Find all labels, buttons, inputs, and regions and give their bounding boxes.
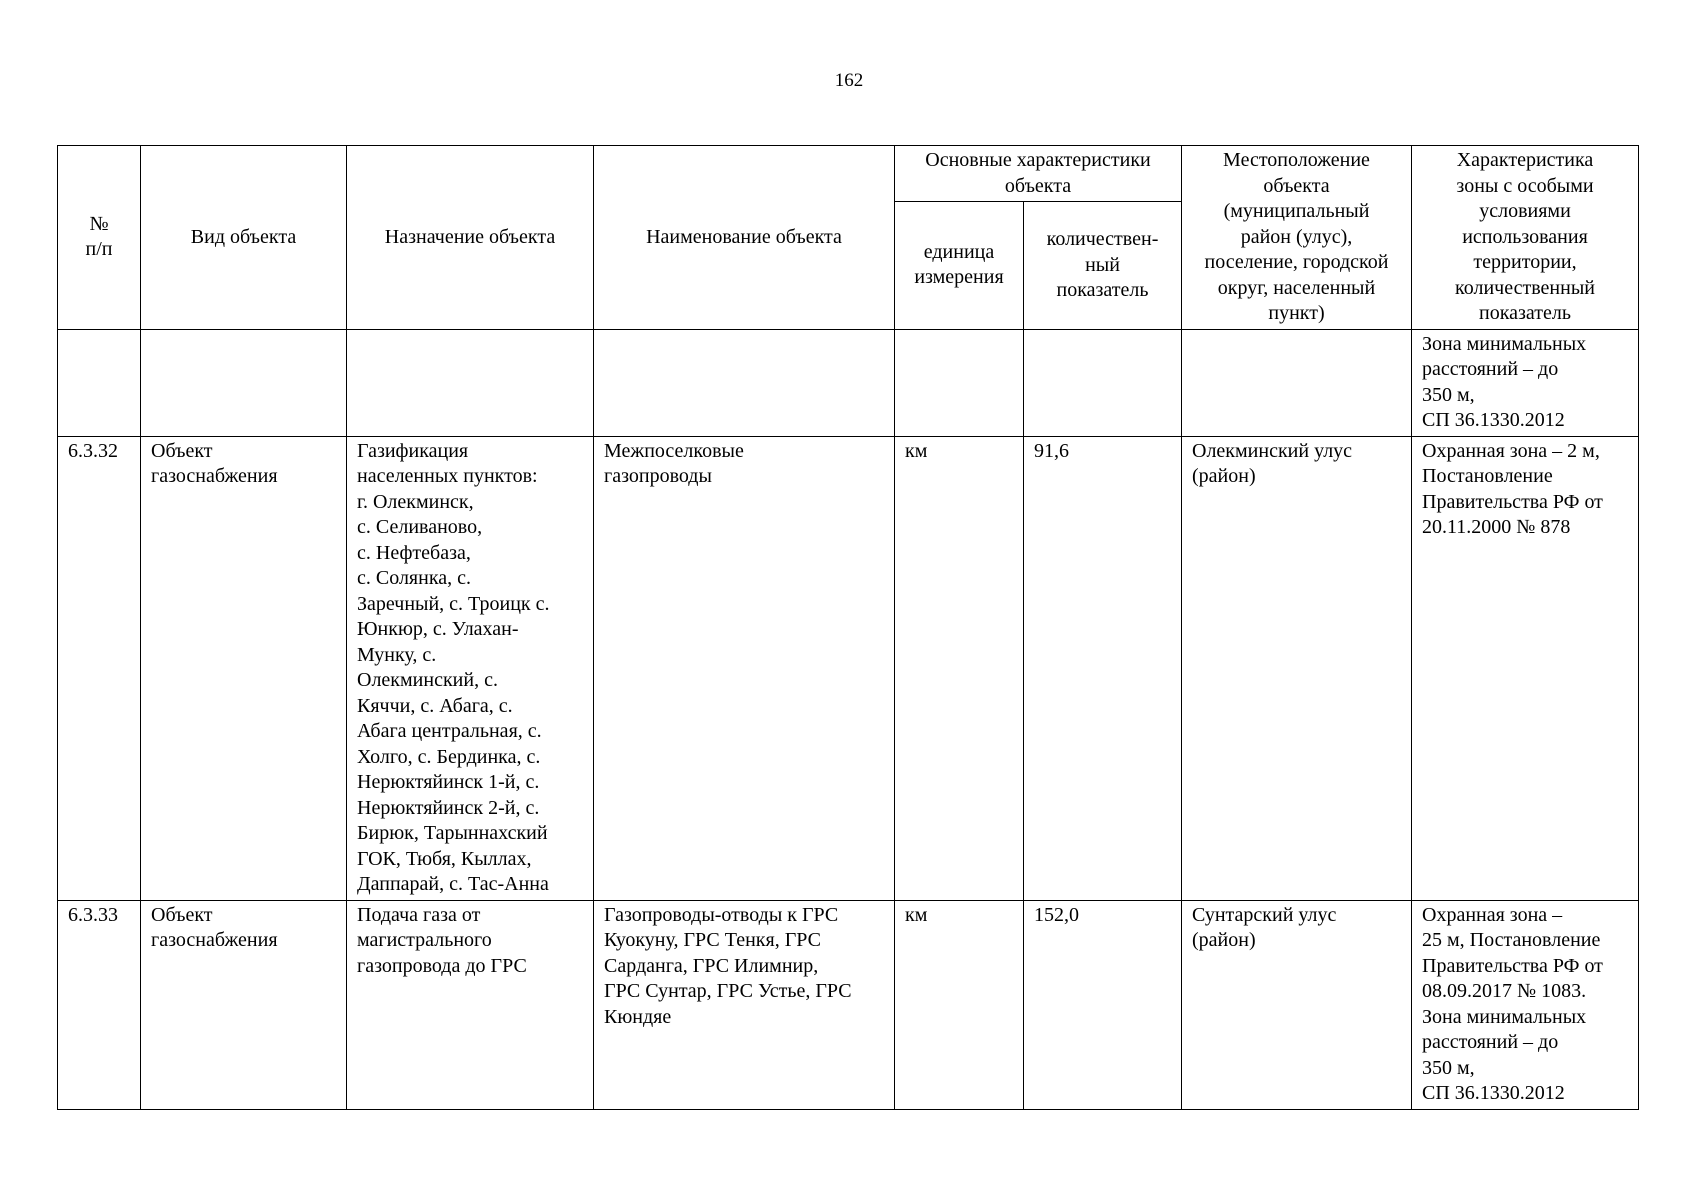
header-row-1 xyxy=(58,146,1639,202)
table-row xyxy=(58,900,1639,1109)
cell-line: Юнкюр, с. Улахан- xyxy=(357,618,519,640)
cell-num xyxy=(58,436,141,900)
header-line: единица xyxy=(923,240,995,263)
cell-line: Постановление xyxy=(1422,465,1553,487)
cell-line: населенных пунктов: xyxy=(357,465,538,487)
cell-num xyxy=(58,329,141,436)
cell-location xyxy=(1182,436,1412,900)
header-line: округ, населенный xyxy=(1217,276,1376,299)
cell-zone xyxy=(1412,329,1639,436)
page-number: 162 xyxy=(834,70,864,91)
header-line: территории, xyxy=(1473,251,1577,273)
cell-location xyxy=(1182,900,1412,1109)
cell-line: ГРС Сунтар, ГРС Устье, ГРС xyxy=(604,980,852,1002)
cell-line: Правительства РФ от xyxy=(1422,490,1603,513)
cell-line: Заречный, с. Троицк с. xyxy=(357,592,550,615)
header-line: п/п xyxy=(85,238,113,261)
header-purpose: Назначение объекта xyxy=(347,146,594,330)
cell-zone xyxy=(1412,900,1639,1109)
cell-purpose xyxy=(347,329,594,436)
cell-line: газопроводы xyxy=(604,465,712,487)
cell-line: 350 м, xyxy=(1422,1056,1475,1079)
header-line: поселение, городской xyxy=(1204,251,1389,273)
cell-line: Сунтарский улус xyxy=(1192,903,1337,926)
cell-line: 08.09.2017 № 1083. xyxy=(1422,980,1587,1002)
cell-line: Зона минимальных xyxy=(1422,1005,1587,1028)
cell-name xyxy=(594,436,895,900)
cell-line: Правительства РФ от xyxy=(1422,954,1603,977)
objects-table xyxy=(57,145,1639,1110)
cell-line: Охранная зона – xyxy=(1422,903,1563,926)
cell-line: Газопроводы-отводы к ГРС xyxy=(604,903,839,926)
cell-line: СП 36.1330.2012 xyxy=(1422,1082,1565,1104)
cell-line: Куокуну, ГРС Тенкя, ГРС xyxy=(604,929,821,951)
header-line: Характеристика xyxy=(1456,149,1594,171)
cell-line: Кяччи, с. Абага, с. xyxy=(357,694,513,717)
cell-line: 25 м, Постановление xyxy=(1422,929,1601,951)
header-line: Основные характеристики xyxy=(925,149,1151,172)
table-body xyxy=(58,329,1639,1109)
header-line: № xyxy=(89,212,109,235)
cell-line: Олекминский улус xyxy=(1192,439,1353,462)
cell-line: газопровода до ГРС xyxy=(357,954,527,977)
cell-line: 20.11.2000 № 878 xyxy=(1422,516,1571,538)
cell-unit xyxy=(895,900,1024,1109)
cell-quantity xyxy=(1024,436,1182,900)
header-line: объекта xyxy=(1263,174,1330,197)
header-line: объекта xyxy=(1004,174,1072,197)
cell-line: СП 36.1330.2012 xyxy=(1422,409,1565,431)
header-location xyxy=(1182,146,1412,330)
cell-line: км xyxy=(905,439,928,462)
cell-unit xyxy=(895,329,1024,436)
cell-line: с. Солянка, с. xyxy=(357,567,472,589)
cell-line: магистрального xyxy=(357,929,492,951)
cell-quantity xyxy=(1024,900,1182,1109)
header-line: использования xyxy=(1462,225,1588,248)
cell-num xyxy=(58,900,141,1109)
cell-line: газоснабжения xyxy=(151,465,278,487)
cell-line: 91,6 xyxy=(1034,439,1069,462)
header-main-characteristics xyxy=(895,146,1182,202)
cell-line: Зона минимальных xyxy=(1422,332,1587,355)
cell-line: Абага центральная, с. xyxy=(357,720,542,742)
cell-line: расстояний – до xyxy=(1422,358,1559,380)
cell-line: Мунку, с. xyxy=(357,643,437,666)
cell-line: Олекминский, с. xyxy=(357,669,498,691)
cell-name xyxy=(594,329,895,436)
cell-line: г. Олекминск, xyxy=(357,490,474,513)
cell-line: Объект xyxy=(151,439,213,462)
cell-line: Объект xyxy=(151,903,213,926)
cell-line: Подача газа от xyxy=(357,903,481,926)
cell-line: газоснабжения xyxy=(151,929,278,951)
header-line: Местоположение xyxy=(1223,149,1370,171)
cell-line: ГОК, Тюбя, Кыллах, xyxy=(357,847,532,870)
cell-line: расстояний – до xyxy=(1422,1031,1559,1053)
header-zone xyxy=(1412,146,1639,330)
header-line: (муниципальный xyxy=(1223,200,1370,222)
cell-line: (район) xyxy=(1192,465,1256,487)
header-line: пункт) xyxy=(1268,302,1325,324)
table-row xyxy=(58,329,1639,436)
header-num xyxy=(58,146,141,330)
header-line: показатель xyxy=(1479,302,1571,324)
header-name: Наименование объекта xyxy=(594,146,895,330)
cell-line: 350 м, xyxy=(1422,383,1475,406)
cell-line: 152,0 xyxy=(1034,903,1079,926)
cell-line: 6.3.32 xyxy=(68,439,118,462)
cell-purpose xyxy=(347,900,594,1109)
cell-line: (район) xyxy=(1192,929,1256,951)
header-type: Вид объекта xyxy=(141,146,347,330)
cell-line: с. Селиваново, xyxy=(357,516,483,538)
header-line: количественный xyxy=(1455,276,1595,299)
cell-line: Сарданга, ГРС Илимнир, xyxy=(604,954,819,977)
cell-line: с. Нефтебаза, xyxy=(357,541,471,564)
header-line: ный xyxy=(1085,253,1120,276)
header-line: условиями xyxy=(1479,200,1571,222)
cell-line: км xyxy=(905,903,928,926)
cell-line: Холго, с. Бердинка, с. xyxy=(357,745,541,768)
header-line: зоны с особыми xyxy=(1456,174,1594,197)
cell-line: Нерюктяйинск 2-й, с. xyxy=(357,796,540,819)
cell-type xyxy=(141,436,347,900)
cell-line: Кюндяе xyxy=(604,1005,672,1028)
cell-quantity xyxy=(1024,329,1182,436)
cell-name xyxy=(594,900,895,1109)
header-line: количествен- xyxy=(1046,228,1159,251)
header-quantity xyxy=(1024,202,1182,329)
header-line: район (улус), xyxy=(1240,225,1353,248)
table-row xyxy=(58,436,1639,900)
cell-line: Охранная зона – 2 м, xyxy=(1422,439,1600,462)
cell-unit xyxy=(895,436,1024,900)
cell-zone xyxy=(1412,436,1639,900)
cell-line: Нерюктяйинск 1-й, с. xyxy=(357,771,540,793)
cell-line: Даппарай, с. Тас-Анна xyxy=(357,873,549,895)
cell-line: Бирюк, Тарыннахский xyxy=(357,822,548,844)
header-unit xyxy=(895,202,1024,329)
cell-line: Газификация xyxy=(357,439,469,462)
cell-purpose xyxy=(347,436,594,900)
header-line: измерения xyxy=(914,266,1004,289)
cell-location xyxy=(1182,329,1412,436)
cell-type xyxy=(141,900,347,1109)
cell-line: Межпоселковые xyxy=(604,439,744,462)
cell-line: 6.3.33 xyxy=(68,903,118,926)
header-line: показатель xyxy=(1056,279,1149,302)
cell-type xyxy=(141,329,347,436)
